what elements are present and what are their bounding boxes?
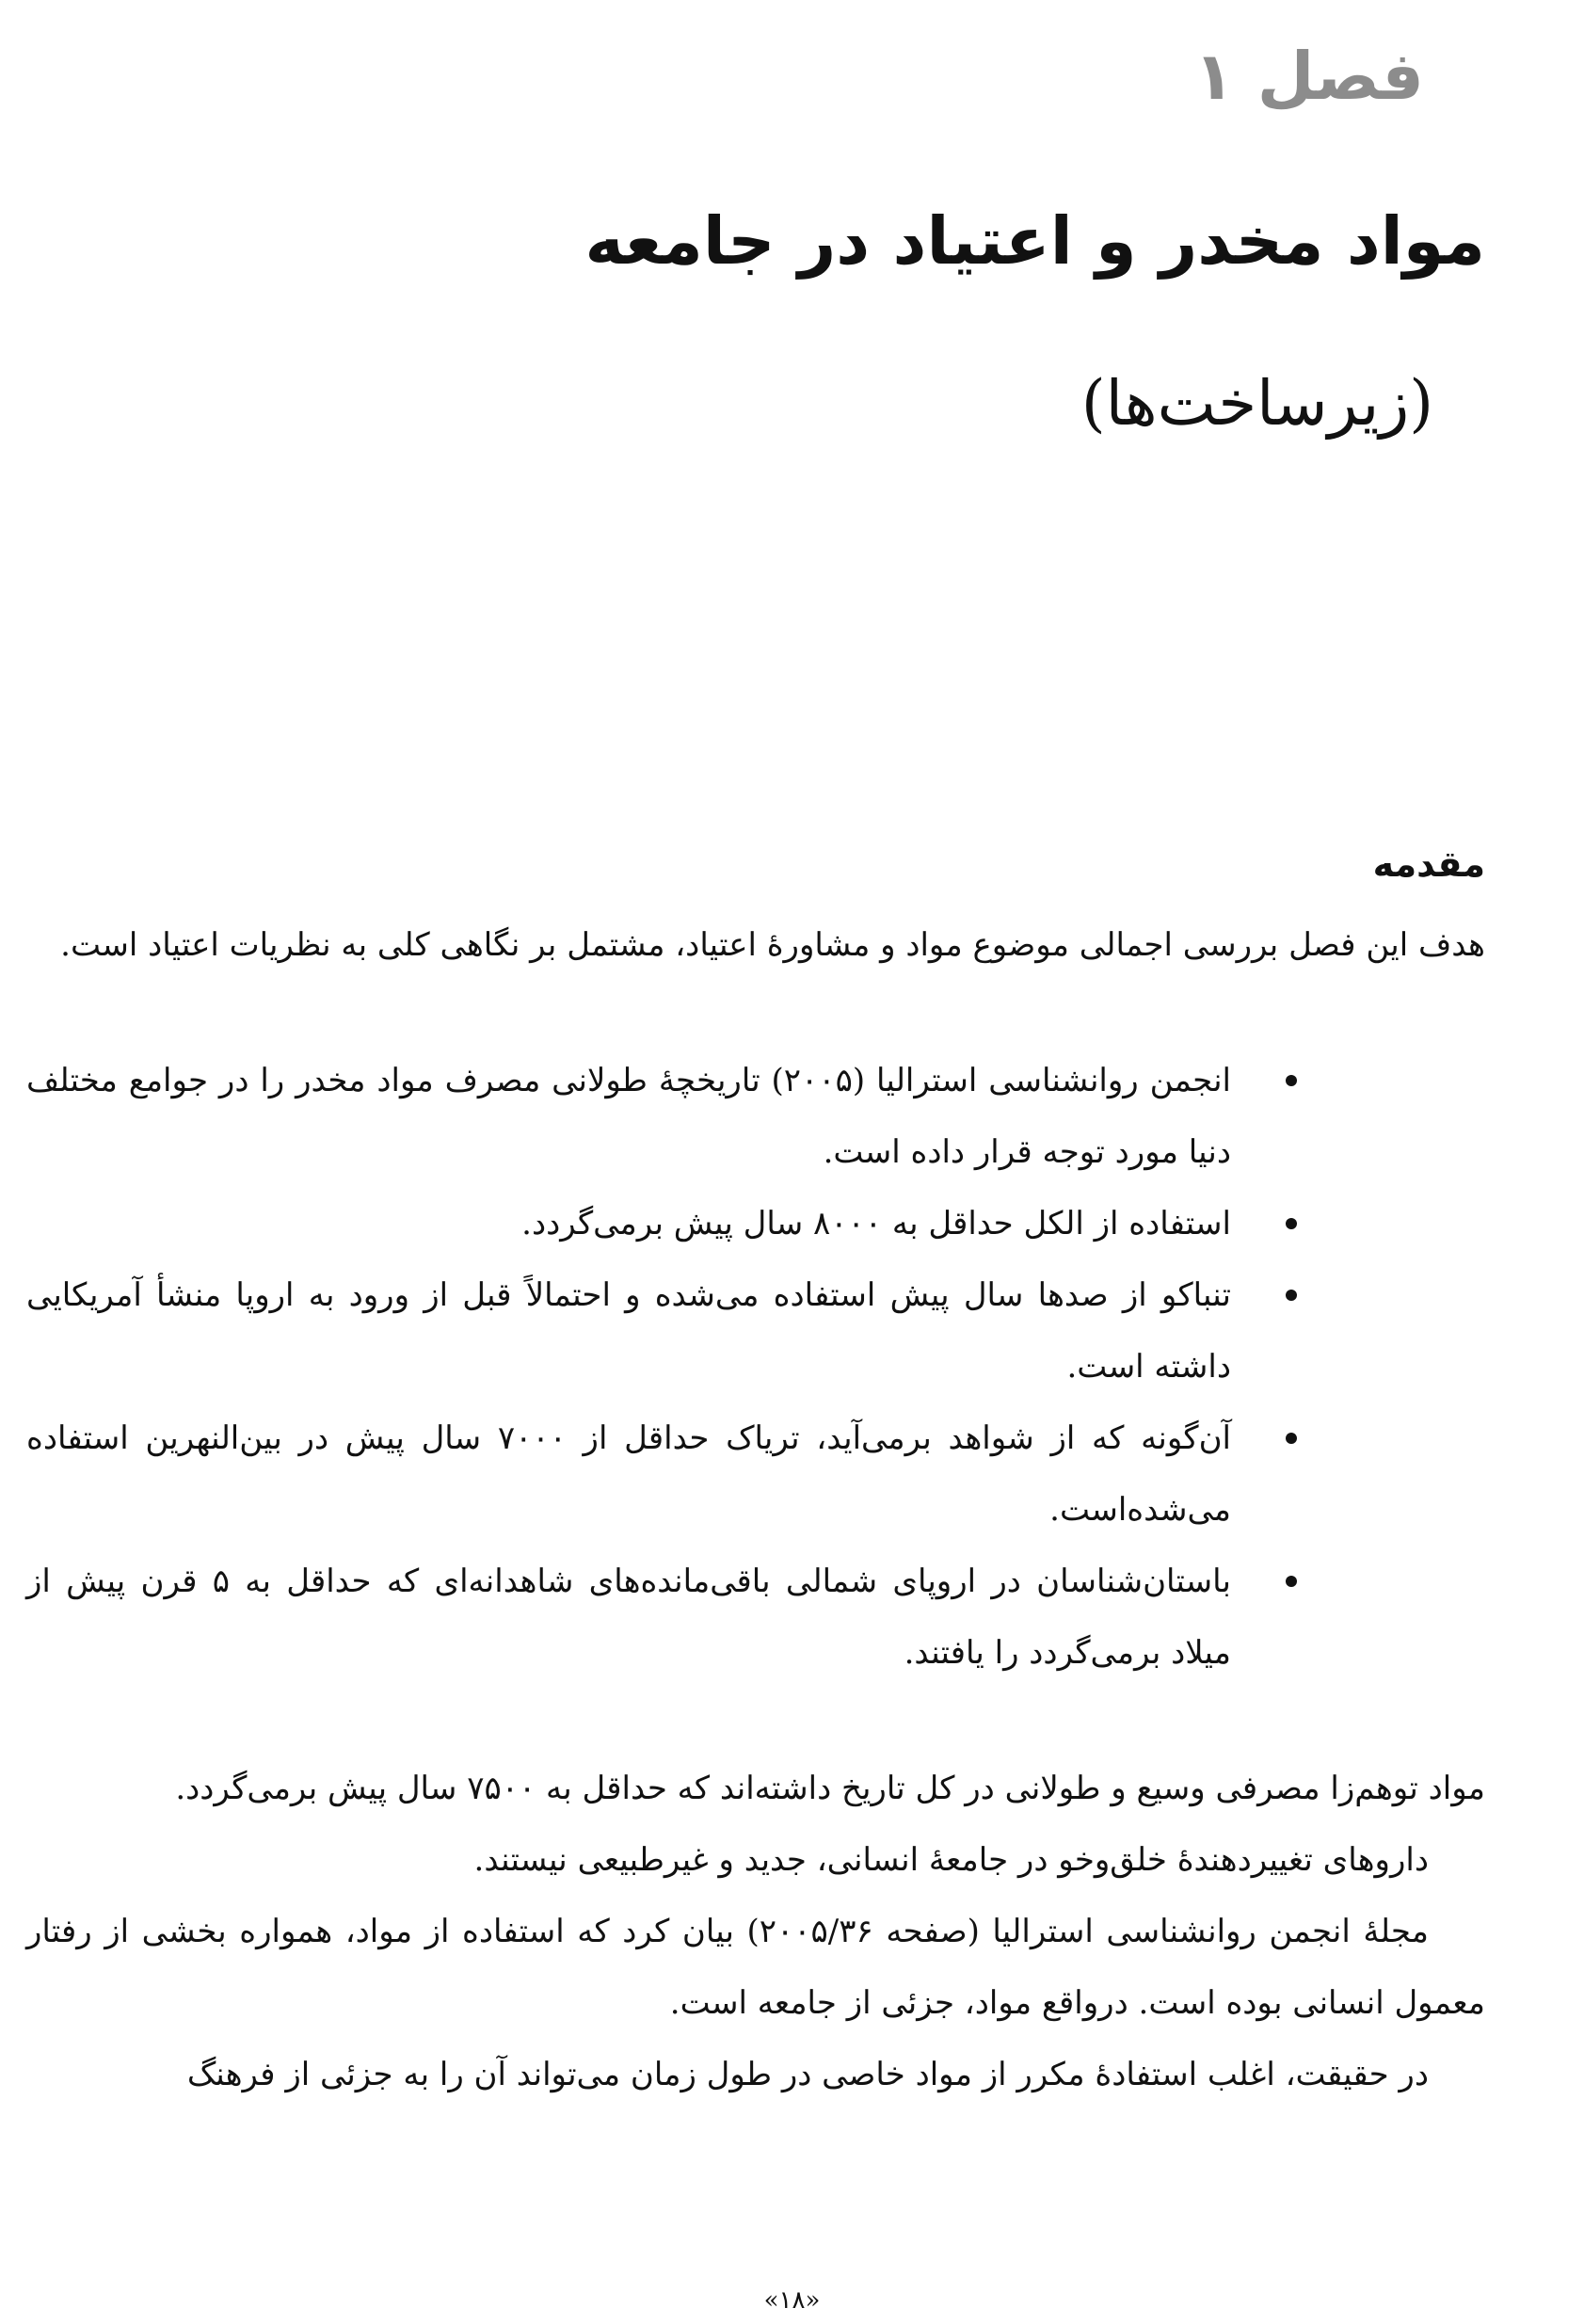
bullet-item xyxy=(26,1188,1485,1259)
chapter-label: فصل ۱ xyxy=(1193,38,1424,115)
bullet-list xyxy=(26,1045,1485,1689)
bullet-dot-icon xyxy=(1286,1218,1297,1229)
chapter-subtitle: (زیرساخت‌ها) xyxy=(1080,367,1433,440)
bullet-item xyxy=(26,1259,1485,1402)
page-content xyxy=(26,828,1485,2110)
page-number: «۱۸» xyxy=(763,2286,821,2315)
bullet-item xyxy=(26,1045,1485,1188)
body-paragraphs xyxy=(26,1753,1485,2110)
bullet-text: آن‌گونه که از شواهد برمی‌آید، تریاک حداقل از ۷۰۰۰ سال پیش در بین‌النهرین استفاده می‌شده‌است. xyxy=(26,1419,1231,1529)
chapter-title: مواد مخدر و اعتیاد در جامعه xyxy=(584,202,1485,280)
body-paragraph: مجلهٔ انجمن روانشناسی استرالیا (صفحه ۲۰۰۵/۳۶) بیان کرد که استفاده از مواد، همواره بخشی از رفتار معمول انسانی بوده است. درواقع مواد، جزئی از جامعه است. xyxy=(26,1913,1485,2022)
bullet-text: استفاده از الکل حداقل به ۸۰۰۰ سال پیش برمی‌گردد. xyxy=(521,1205,1231,1242)
bullet-text: باستان‌شناسان در اروپای شمالی باقی‌مانده‌های شاهدانه‌ای که حداقل به ۵ قرن پیش از میلاد برمی‌گردد را یافتند. xyxy=(26,1563,1231,1672)
bullet-item xyxy=(26,1546,1485,1689)
section-heading: مقدمه xyxy=(1372,843,1485,885)
bullet-text: تنباکو از صدها سال پیش استفاده می‌شده و احتمالاً قبل از ورود به اروپا منشأ آمریکایی داشته است. xyxy=(26,1276,1231,1386)
body-paragraph: داروهای تغییردهندهٔ خلق‌وخو در جامعهٔ انسانی، جدید و غیرطبیعی نیستند. xyxy=(473,1841,1429,1879)
intro-paragraph: هدف این فصل بررسی اجمالی موضوع مواد و مشاورهٔ اعتیاد، مشتمل بر نگاهی کلی به نظریات اعتیاد است. xyxy=(60,926,1485,964)
bullet-dot-icon xyxy=(1286,1075,1297,1086)
body-paragraph: مواد توهم‌زا مصرفی وسیع و طولانی در کل تاریخ داشته‌اند که حداقل به ۷۵۰۰ سال پیش برمی‌گردد. xyxy=(175,1770,1485,1807)
body-paragraph: در حقیقت، اغلب استفادهٔ مکرر از مواد خاصی در طول زمان می‌تواند آن را به جزئی از فرهنگ xyxy=(186,2056,1429,2093)
bullet-dot-icon xyxy=(1286,1290,1297,1301)
bullet-dot-icon xyxy=(1286,1433,1297,1444)
bullet-item xyxy=(26,1402,1485,1546)
bullet-text: انجمن روانشناسی استرالیا (۲۰۰۵) تاریخچهٔ طولانی مصرف مواد مخدر را در جوامع مختلف دنیا مورد توجه قرار داده است. xyxy=(26,1062,1231,1171)
bullet-dot-icon xyxy=(1286,1576,1297,1587)
